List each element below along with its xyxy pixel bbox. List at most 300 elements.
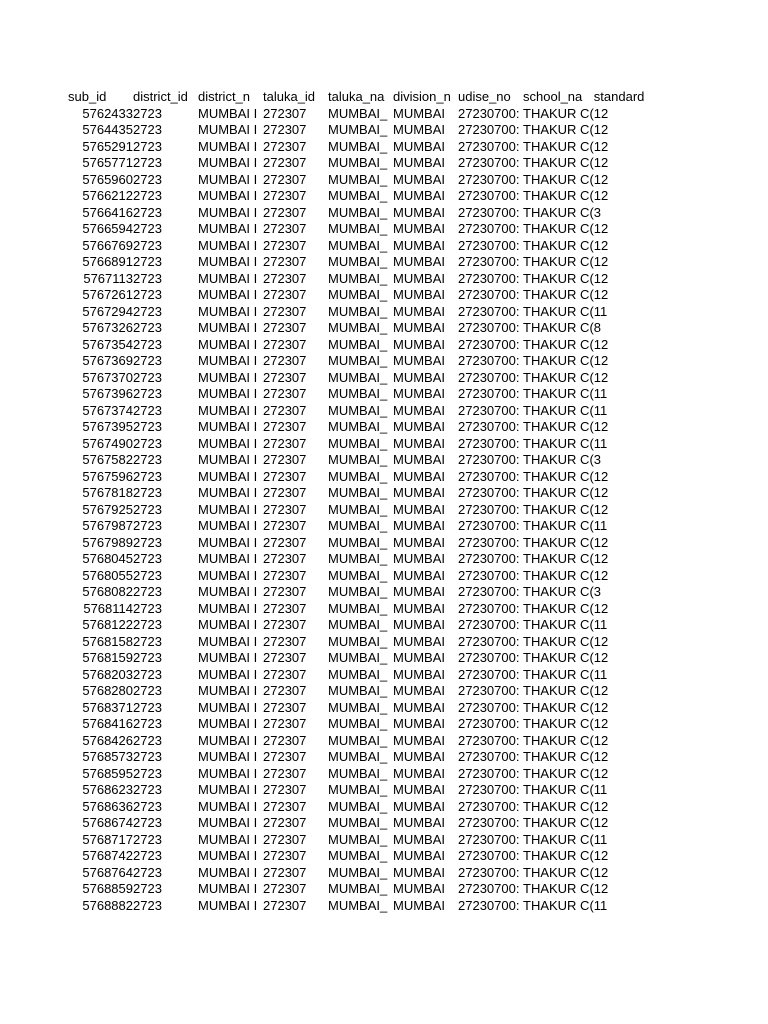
table-row <box>68 716 659 733</box>
taluka-name-cell: MUMBAI_ <box>328 600 388 616</box>
district-id-cell: 2723 <box>133 138 162 154</box>
udise-no-cell: 27230700: <box>458 254 520 269</box>
school-name-cell: THAKUR C( <box>523 782 594 797</box>
district-id-cell: 2723 <box>133 105 162 121</box>
district-id-cell: 2723 <box>133 617 162 632</box>
table-row <box>68 106 659 123</box>
district-id-cell: 2723 <box>133 287 162 302</box>
taluka-name-cell: MUMBAI_ <box>328 584 388 599</box>
table-row <box>68 568 659 585</box>
udise-no-cell: 27230700: <box>458 848 520 863</box>
school-name-cell: THAKUR C( <box>523 369 594 385</box>
table-row <box>68 766 659 783</box>
taluka-name-cell: MUMBAI_ <box>328 815 388 830</box>
school-name-cell: THAKUR C( <box>523 105 594 121</box>
school-name-cell: THAKUR C( <box>523 171 594 187</box>
sub-id-cell: 5766891 <box>82 254 133 269</box>
school-name-cell: THAKUR C( <box>523 270 594 286</box>
school-name-cell: THAKUR C( <box>523 897 594 913</box>
taluka-id-cell: 272307 <box>263 435 307 451</box>
table-row <box>68 634 659 651</box>
school-name-cell: THAKUR C( <box>523 584 594 599</box>
district-id-cell: 2723 <box>133 221 162 236</box>
district-name-cell: MUMBAI I <box>198 188 258 203</box>
district-name-cell: MUMBAI I <box>198 353 258 368</box>
district-id-cell: 2723 <box>133 600 162 616</box>
district-name-cell: MUMBAI I <box>198 287 258 302</box>
division-name-cell: MUMBAI <box>393 683 445 698</box>
taluka-id-cell: 272307 <box>263 204 307 220</box>
district-name-cell: MUMBAI I <box>198 551 258 566</box>
udise-no-cell: 27230700: <box>458 303 520 319</box>
school-name-cell: THAKUR C( <box>523 699 594 715</box>
sub-id-cell: 5765771 <box>82 155 133 170</box>
udise-no-cell: 27230700: <box>458 534 520 550</box>
table-row <box>68 155 659 172</box>
standard-cell: 12 <box>593 699 609 715</box>
header-district-name: district_n <box>198 89 251 104</box>
udise-no-cell: 27230700: <box>458 666 520 682</box>
taluka-id-cell: 272307 <box>263 188 307 203</box>
sub-id-cell: 5768055 <box>82 567 133 583</box>
division-name-cell: MUMBAI <box>393 155 445 170</box>
school-name-cell: THAKUR C( <box>523 287 594 302</box>
udise-no-cell: 27230700: <box>458 386 520 401</box>
udise-no-cell: 27230700: <box>458 683 520 698</box>
school-name-cell: THAKUR C( <box>523 320 594 335</box>
taluka-id-cell: 272307 <box>263 485 307 500</box>
school-name-cell: THAKUR C( <box>523 485 594 500</box>
district-name-cell: MUMBAI I <box>198 336 258 352</box>
taluka-id-cell: 272307 <box>263 666 307 682</box>
taluka-id-cell: 272307 <box>263 798 307 814</box>
sub-id-cell: 5768882 <box>82 897 133 913</box>
sub-id-cell: 5767396 <box>82 386 133 401</box>
taluka-name-cell: MUMBAI_ <box>328 567 388 583</box>
division-name-cell: MUMBAI <box>393 221 445 236</box>
taluka-name-cell: MUMBAI_ <box>328 485 388 500</box>
taluka-id-cell: 272307 <box>263 551 307 566</box>
school-name-cell: THAKUR C( <box>523 633 594 649</box>
taluka-name-cell: MUMBAI_ <box>328 732 388 748</box>
standard-cell: 11 <box>593 518 608 533</box>
taluka-name-cell: MUMBAI_ <box>328 353 388 368</box>
standard-cell: 11 <box>593 386 608 401</box>
udise-no-cell: 27230700: <box>458 237 520 253</box>
data-table <box>68 89 659 914</box>
taluka-id-cell: 272307 <box>263 221 307 236</box>
taluka-id-cell: 272307 <box>263 105 307 121</box>
district-name-cell: MUMBAI I <box>198 815 258 830</box>
standard-cell: 12 <box>593 287 609 302</box>
division-name-cell: MUMBAI <box>393 699 445 715</box>
district-id-cell: 2723 <box>133 831 162 847</box>
sub-id-cell: 5767113 <box>83 270 133 286</box>
taluka-id-cell: 272307 <box>263 336 307 352</box>
table-row <box>68 518 659 535</box>
taluka-name-cell: MUMBAI_ <box>328 749 388 764</box>
table-row <box>68 436 659 453</box>
standard-cell: 12 <box>593 188 609 203</box>
standard-cell: 3 <box>593 204 602 220</box>
taluka-name-cell: MUMBAI_ <box>328 534 388 550</box>
sub-id-cell: 5767925 <box>82 501 133 517</box>
school-name-cell: THAKUR C( <box>523 419 594 434</box>
school-name-cell: THAKUR C( <box>523 336 594 352</box>
taluka-id-cell: 272307 <box>263 749 307 764</box>
district-name-cell: MUMBAI I <box>198 749 258 764</box>
district-name-cell: MUMBAI I <box>198 221 258 236</box>
standard-cell: 12 <box>593 881 609 896</box>
school-name-cell: THAKUR C( <box>523 666 594 682</box>
district-name-cell: MUMBAI I <box>198 402 258 418</box>
udise-no-cell: 27230700: <box>458 221 520 236</box>
district-name-cell: MUMBAI I <box>198 501 258 517</box>
taluka-id-cell: 272307 <box>263 881 307 896</box>
standard-cell: 12 <box>593 122 609 137</box>
table-row <box>68 122 659 139</box>
district-name-cell: MUMBAI I <box>198 435 258 451</box>
header-taluka-name: taluka_na <box>328 89 385 104</box>
district-name-cell: MUMBAI I <box>198 270 258 286</box>
district-id-cell: 2723 <box>133 402 162 418</box>
table-row <box>68 865 659 882</box>
school-name-cell: THAKUR C( <box>523 881 594 896</box>
district-id-cell: 2723 <box>133 171 162 187</box>
standard-cell: 12 <box>593 468 609 484</box>
division-name-cell: MUMBAI <box>393 567 445 583</box>
udise-no-cell: 27230700: <box>458 551 520 566</box>
udise-no-cell: 27230700: <box>458 831 520 847</box>
school-name-cell: THAKUR C( <box>523 353 594 368</box>
udise-no-cell: 27230700: <box>458 188 520 203</box>
district-name-cell: MUMBAI I <box>198 204 258 220</box>
division-name-cell: MUMBAI <box>393 270 445 286</box>
sub-id-cell: 5767582 <box>82 452 133 467</box>
udise-no-cell: 27230700: <box>458 204 520 220</box>
taluka-id-cell: 272307 <box>263 155 307 170</box>
sub-id-cell: 5768371 <box>82 699 133 715</box>
table-row <box>68 238 659 255</box>
table-row <box>68 749 659 766</box>
taluka-name-cell: MUMBAI_ <box>328 551 388 566</box>
standard-cell: 12 <box>593 369 609 385</box>
division-name-cell: MUMBAI <box>393 617 445 632</box>
udise-no-cell: 27230700: <box>458 287 520 302</box>
division-name-cell: MUMBAI <box>393 864 445 880</box>
table-row <box>68 419 659 436</box>
taluka-name-cell: MUMBAI_ <box>328 798 388 814</box>
district-name-cell: MUMBAI I <box>198 534 258 550</box>
udise-no-cell: 27230700: <box>458 782 520 797</box>
sub-id-cell: 5768623 <box>82 782 133 797</box>
sub-id-cell: 5764435 <box>82 122 133 137</box>
table-row <box>68 601 659 618</box>
district-name-cell: MUMBAI I <box>198 881 258 896</box>
standard-cell: 12 <box>593 270 609 286</box>
district-id-cell: 2723 <box>133 386 162 401</box>
school-name-cell: THAKUR C( <box>523 765 594 781</box>
district-name-cell: MUMBAI I <box>198 716 258 731</box>
district-name-cell: MUMBAI I <box>198 600 258 616</box>
standard-cell: 12 <box>593 353 609 368</box>
district-id-cell: 2723 <box>133 782 162 797</box>
taluka-name-cell: MUMBAI_ <box>328 468 388 484</box>
school-name-cell: THAKUR C( <box>523 188 594 203</box>
school-name-cell: THAKUR C( <box>523 864 594 880</box>
sub-id-cell: 5768416 <box>82 716 133 731</box>
taluka-name-cell: MUMBAI_ <box>328 699 388 715</box>
taluka-name-cell: MUMBAI_ <box>328 683 388 698</box>
header-taluka-id: taluka_id <box>263 89 316 104</box>
district-id-cell: 2723 <box>133 584 162 599</box>
taluka-id-cell: 272307 <box>263 468 307 484</box>
district-id-cell: 2723 <box>133 749 162 764</box>
udise-no-cell: 27230700: <box>458 270 520 286</box>
district-name-cell: MUMBAI I <box>198 617 258 632</box>
district-id-cell: 2723 <box>133 204 162 220</box>
taluka-name-cell: MUMBAI_ <box>328 831 388 847</box>
udise-no-cell: 27230700: <box>458 369 520 385</box>
standard-cell: 12 <box>593 171 609 187</box>
udise-no-cell: 27230700: <box>458 485 520 500</box>
district-name-cell: MUMBAI I <box>198 419 258 434</box>
udise-no-cell: 27230700: <box>458 633 520 649</box>
header-division-name: division_n <box>393 89 451 104</box>
division-name-cell: MUMBAI <box>393 452 445 467</box>
table-row <box>68 139 659 156</box>
taluka-name-cell: MUMBAI_ <box>328 221 388 236</box>
district-id-cell: 2723 <box>133 848 162 863</box>
standard-cell: 12 <box>593 848 609 863</box>
standard-cell: 12 <box>593 254 609 269</box>
taluka-name-cell: MUMBAI_ <box>328 848 388 863</box>
sub-id-cell: 5768280 <box>82 683 133 698</box>
table-row <box>68 502 659 519</box>
table-row <box>68 799 659 816</box>
taluka-name-cell: MUMBAI_ <box>328 716 388 731</box>
division-name-cell: MUMBAI <box>393 551 445 566</box>
standard-cell: 11 <box>593 897 608 913</box>
division-name-cell: MUMBAI <box>393 732 445 748</box>
taluka-id-cell: 272307 <box>263 138 307 154</box>
udise-no-cell: 27230700: <box>458 155 520 170</box>
division-name-cell: MUMBAI <box>393 798 445 814</box>
district-id-cell: 2723 <box>133 254 162 269</box>
taluka-name-cell: MUMBAI_ <box>328 897 388 913</box>
school-name-cell: THAKUR C( <box>523 402 594 418</box>
table-row <box>68 683 659 700</box>
taluka-name-cell: MUMBAI_ <box>328 155 388 170</box>
taluka-id-cell: 272307 <box>263 237 307 253</box>
standard-cell: 8 <box>593 320 602 335</box>
district-name-cell: MUMBAI I <box>198 633 258 649</box>
table-row <box>68 551 659 568</box>
division-name-cell: MUMBAI <box>393 815 445 830</box>
standard-cell: 12 <box>593 798 609 814</box>
division-name-cell: MUMBAI <box>393 287 445 302</box>
district-id-cell: 2723 <box>133 716 162 731</box>
taluka-id-cell: 272307 <box>263 369 307 385</box>
taluka-id-cell: 272307 <box>263 402 307 418</box>
district-id-cell: 2723 <box>133 435 162 451</box>
standard-cell: 12 <box>593 683 609 698</box>
udise-no-cell: 27230700: <box>458 320 520 335</box>
district-name-cell: MUMBAI I <box>198 666 258 682</box>
udise-no-cell: 27230700: <box>458 501 520 517</box>
taluka-id-cell: 272307 <box>263 171 307 187</box>
district-id-cell: 2723 <box>133 551 162 566</box>
table-row <box>68 320 659 337</box>
sub-id-cell: 5767326 <box>82 320 133 335</box>
table-row <box>68 254 659 271</box>
district-id-cell: 2723 <box>133 765 162 781</box>
division-name-cell: MUMBAI <box>393 237 445 253</box>
table-row <box>68 584 659 601</box>
district-name-cell: MUMBAI I <box>198 798 258 814</box>
taluka-name-cell: MUMBAI_ <box>328 617 388 632</box>
taluka-name-cell: MUMBAI_ <box>328 237 388 253</box>
taluka-name-cell: MUMBAI_ <box>328 386 388 401</box>
district-name-cell: MUMBAI I <box>198 468 258 484</box>
division-name-cell: MUMBAI <box>393 633 445 649</box>
sub-id-cell: 5768595 <box>82 765 133 781</box>
udise-no-cell: 27230700: <box>458 584 520 599</box>
udise-no-cell: 27230700: <box>458 122 520 137</box>
sub-id-cell: 5768114 <box>83 600 133 616</box>
district-id-cell: 2723 <box>133 683 162 698</box>
taluka-id-cell: 272307 <box>263 518 307 533</box>
taluka-name-cell: MUMBAI_ <box>328 369 388 385</box>
standard-cell: 12 <box>593 221 609 236</box>
division-name-cell: MUMBAI <box>393 666 445 682</box>
taluka-id-cell: 272307 <box>263 501 307 517</box>
sub-id-cell: 5768764 <box>82 864 133 880</box>
division-name-cell: MUMBAI <box>393 485 445 500</box>
sub-id-cell: 5767370 <box>82 369 133 385</box>
taluka-id-cell: 272307 <box>263 353 307 368</box>
udise-no-cell: 27230700: <box>458 336 520 352</box>
taluka-name-cell: MUMBAI_ <box>328 452 388 467</box>
table-row <box>68 485 659 502</box>
udise-no-cell: 27230700: <box>458 732 520 748</box>
taluka-name-cell: MUMBAI_ <box>328 633 388 649</box>
sub-id-cell: 5768573 <box>82 749 133 764</box>
sub-id-cell: 5766594 <box>82 221 133 236</box>
sub-id-cell: 5766769 <box>82 237 133 253</box>
taluka-name-cell: MUMBAI_ <box>328 881 388 896</box>
taluka-id-cell: 272307 <box>263 452 307 467</box>
taluka-name-cell: MUMBAI_ <box>328 864 388 880</box>
school-name-cell: THAKUR C( <box>523 650 594 665</box>
sub-id-cell: 5768717 <box>82 831 133 847</box>
school-name-cell: THAKUR C( <box>523 798 594 814</box>
division-name-cell: MUMBAI <box>393 897 445 913</box>
district-id-cell: 2723 <box>133 798 162 814</box>
taluka-name-cell: MUMBAI_ <box>328 765 388 781</box>
division-name-cell: MUMBAI <box>393 584 445 599</box>
table-row <box>68 304 659 321</box>
taluka-id-cell: 272307 <box>263 831 307 847</box>
standard-cell: 11 <box>593 666 608 682</box>
standard-cell: 11 <box>593 617 608 632</box>
table-row <box>68 815 659 832</box>
district-id-cell: 2723 <box>133 270 162 286</box>
district-id-cell: 2723 <box>133 237 162 253</box>
school-name-cell: THAKUR C( <box>523 237 594 253</box>
table-body <box>68 106 659 915</box>
taluka-id-cell: 272307 <box>263 765 307 781</box>
district-id-cell: 2723 <box>133 419 162 434</box>
taluka-name-cell: MUMBAI_ <box>328 122 388 137</box>
standard-cell: 12 <box>593 501 609 517</box>
district-name-cell: MUMBAI I <box>198 303 258 319</box>
table-row <box>68 881 659 898</box>
division-name-cell: MUMBAI <box>393 254 445 269</box>
taluka-id-cell: 272307 <box>263 782 307 797</box>
sub-id-cell: 5767294 <box>82 303 133 319</box>
division-name-cell: MUMBAI <box>393 518 445 533</box>
division-name-cell: MUMBAI <box>393 881 445 896</box>
sub-id-cell: 5762433 <box>82 105 133 121</box>
taluka-id-cell: 272307 <box>263 617 307 632</box>
taluka-name-cell: MUMBAI_ <box>328 650 388 665</box>
standard-cell: 12 <box>593 336 609 352</box>
district-name-cell: MUMBAI I <box>198 683 258 698</box>
school-name-cell: THAKUR C( <box>523 534 594 550</box>
district-id-cell: 2723 <box>133 485 162 500</box>
standard-cell: 11 <box>593 831 608 847</box>
division-name-cell: MUMBAI <box>393 782 445 797</box>
school-name-cell: THAKUR C( <box>523 749 594 764</box>
taluka-name-cell: MUMBAI_ <box>328 171 388 187</box>
school-name-cell: THAKUR C( <box>523 716 594 731</box>
taluka-id-cell: 272307 <box>263 287 307 302</box>
division-name-cell: MUMBAI <box>393 369 445 385</box>
division-name-cell: MUMBAI <box>393 501 445 517</box>
school-name-cell: THAKUR C( <box>523 452 594 467</box>
udise-no-cell: 27230700: <box>458 897 520 913</box>
header-standard: standard <box>593 89 645 104</box>
division-name-cell: MUMBAI <box>393 650 445 665</box>
district-id-cell: 2723 <box>133 815 162 830</box>
school-name-cell: THAKUR C( <box>523 518 594 533</box>
sub-id-cell: 5766212 <box>82 188 133 203</box>
taluka-id-cell: 272307 <box>263 848 307 863</box>
school-name-cell: THAKUR C( <box>523 683 594 698</box>
school-name-cell: THAKUR C( <box>523 551 594 566</box>
udise-no-cell: 27230700: <box>458 881 520 896</box>
table-row <box>68 452 659 469</box>
division-name-cell: MUMBAI <box>393 138 445 154</box>
district-name-cell: MUMBAI I <box>198 155 258 170</box>
udise-no-cell: 27230700: <box>458 419 520 434</box>
standard-cell: 12 <box>593 815 609 830</box>
taluka-id-cell: 272307 <box>263 897 307 913</box>
district-name-cell: MUMBAI I <box>198 897 258 913</box>
standard-cell: 12 <box>593 600 609 616</box>
school-name-cell: THAKUR C( <box>523 221 594 236</box>
district-name-cell: MUMBAI I <box>198 765 258 781</box>
sub-id-cell: 5767354 <box>82 336 133 352</box>
udise-no-cell: 27230700: <box>458 650 520 665</box>
school-name-cell: THAKUR C( <box>523 155 594 170</box>
district-name-cell: MUMBAI I <box>198 782 258 797</box>
taluka-name-cell: MUMBAI_ <box>328 518 388 533</box>
udise-no-cell: 27230700: <box>458 567 520 583</box>
taluka-name-cell: MUMBAI_ <box>328 270 388 286</box>
taluka-id-cell: 272307 <box>263 122 307 137</box>
